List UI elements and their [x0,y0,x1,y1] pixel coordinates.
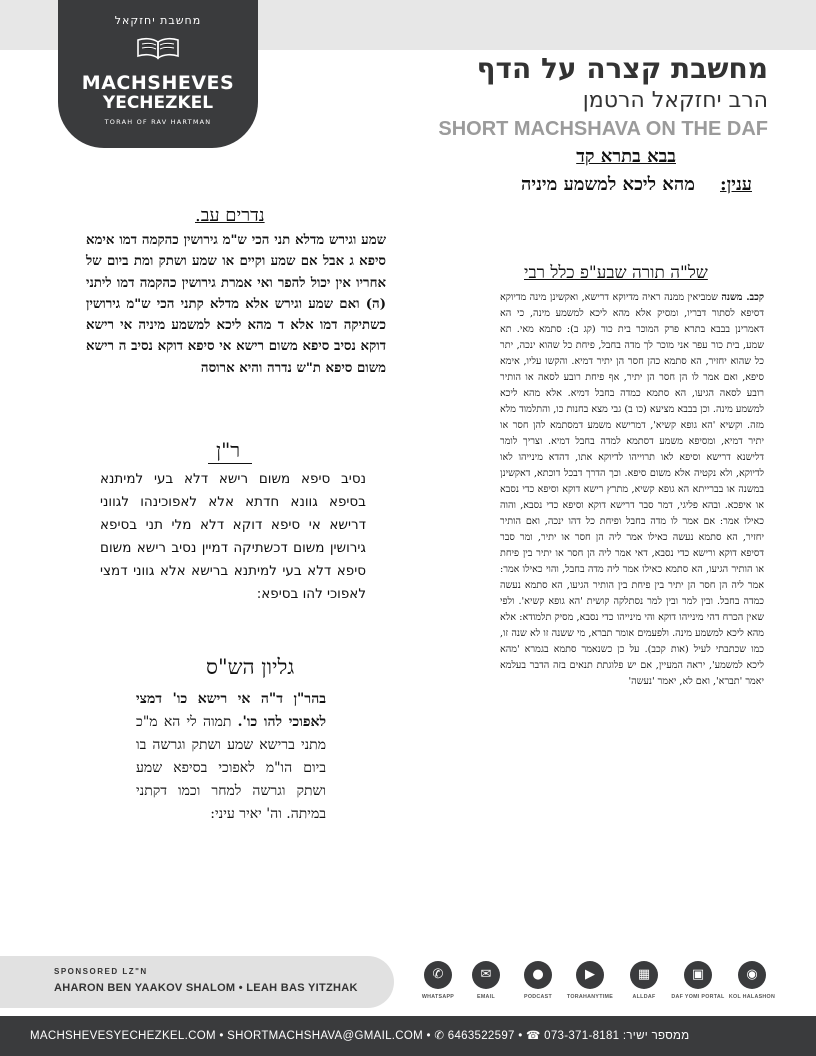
link-kolhalashon[interactable] [724,961,780,1000]
podcast-label: PODCAST [524,994,552,1000]
whatsapp-label: WHATSAPP [421,994,455,1000]
sponsor-banner [0,956,394,1008]
email-icon: ✉ [480,967,492,982]
gilyon-heading-text: בהר"ן ד"ה אי רישא כו' דמצי לאפוכי להו כו'. [136,691,327,730]
kolhalashon-icon: ◉ [746,967,758,982]
shelah-lead: קכב. משנה [721,292,764,303]
shelah-text [500,290,764,690]
topic-text: מהא ליכא למשמע מיניה [521,174,695,195]
logo-tagline: TORAH OF RAV HARTMAN [104,118,212,126]
logo-line-1: MACHSHEVES [81,72,235,94]
sponsor-label: SPONSORED LZ"N [54,967,148,976]
torahanytime-label: TORAHANYTIME [566,994,614,1000]
link-podcast[interactable] [510,961,566,1000]
ran-title-underline [208,463,252,464]
open-book-icon [136,32,180,62]
email-label: EMAIL [477,994,495,1000]
brand-logo [58,0,258,148]
link-torahanytime[interactable] [562,961,618,1000]
logo-hebrew-text: מחשבת יחזקאל [114,14,202,27]
author-name: הרב יחזקאל הרטמן [582,88,768,113]
kolhalashon-label: KOL HALASHON [728,994,776,1000]
alldaf-icon: ▦ [637,967,651,982]
topic-line [521,174,752,195]
logo-line-2: YECHEZKEL [102,93,214,113]
english-title: SHORT MACHSHAVA ON THE DAF [438,118,768,140]
ran-text: נסיב סיפא משום רישא דלא בעי למיתנא בסיפא גוונא חדתא אלא לאפוכינהו לגווני דרישא אי סיפא דוקא דלא מלי תני בסיפא גירושין משום דכשתיקה דמיין נסיב רישא משום סיפא דלא בעי למיתנא ברישא אלא גווני דמצי לאפוכי להו בסיפא: [100,471,366,602]
nedarim-title: נדרים עב. [195,205,265,226]
daf-reference: בבא בתרא קד [576,146,676,167]
page-title: מחשבת קצרה על הדף [476,52,768,85]
footer-contact: MACHSHEVESYECHEZKEL.COM • SHORTMACHSHAVA@GMAIL.COM • ✆ 6463522597 • ☎ 073-371-8181 :ממספר ישיר [30,1030,690,1042]
shelah-body-text: שמביאין ממנה ראיה מדיוקא דרישא, ואקשינן מינה מדיוקא דסיפא לסתור דבריו, ומסיק אלא מהא ליכא למשמע מינה, כי הא דאמרינן בבבא בתרא פרק המוכר בית כור (קג ב): סתמא מאי. תא שמע, בית כור עפר אני מוכר לך מדה בחבל, פיחת כל שהוא ינכה, יתר כל שהוא יחזיר, הא סתמא כהן חסר הן יתיר דמיא. והקשו עליו, אימא סיפא, ואם אמר לו הן חסר הן יתיר, אף פיחת רובע לסאה או הותיר רובע לסאה הגיעו, הא סתמא כמדה בחבל דמיא. אלא מהא ליכא למשמע מינה. וכן בבבא מציעא (כו ב) גבי מצא בחנות כו, והתלמוד מלא מזה. וקשיא 'הא גופא קשיא', דמרישא משמע דמסתמא להן חסר או יתיר דמיא, ומסיפא משמע דסתמא למדה בחבל דמיא. וצריך לומר דלישנא דרישא וסיפא לאו תרוייהו לדיוקא אתו, דהדא מינייהו לאו לדיוקא, ולא נקטיה אלא משום סיפא. וכך הדרך דבכל דוכתא, דאקשינן במשנה או בברייתא הא גופא קשיא, מתרץ רישא דוקא וסיפא כדי נסבא או איפכא. ובהא פליגי, דמר סבר דרישא דוקא וסיפא כדי נסבא, והוה כאילו אמר: אם אמר לו מדה בחבל ופיחת כל דהו ינכה, ואם הותיר יחזיר, הא סתמא נעשה כאילו אמר ליה הן חסר או יתיר, ומר סבר דסיפא דוקא ורישא כדי נסבא, דאי אמר ליה הן חסר או יתיר בין פיחת או הותיר הגיעו, הא סתמא כאילו אמר ליה מדה בחבל, והוי כאילו אמר: אמר ליה הן חסר הן יתיר בין פיחת בין הותיר הגיעו, הא סתמא נעשה כמדה בחבל. ובין למר ובין למר נסתלקה קושית 'הא גופא קשיא'. ולפי שאין הכרח דהי מינייהו דוקא והי מינייהו כדי נסבא, מסיק תלמודא: אלא מהא ליכא למשמע מינה. ולפעמים אומר תברא, מי ששנה זו לא שנה זו, כמו שכתבתי לעיל (אות קכב). על כן כשנאמר סתמא בגמרא 'מהא ליכא למשמע', יראה המעיין, אם יש פלוגתת תנאים בזה הדבר בעלמא יאמר 'תברא', ואם לא, יאמר 'נעשה' [500,292,764,687]
gilyon-body-text: תמוה לי הא מ"כ מתני ברישא שמע ושתק וגרשה בו ביום הו"מ לאפוכי בסיפא שמע ושתק וגרשה למחר וכמו דקתני במיתה. וה' יאיר עיני: [136,714,326,822]
whatsapp-icon: ✆ [432,967,444,982]
dafyomi-portal-label: DAF YOMI PORTAL [671,994,725,1000]
topic-label: ענין: [720,174,752,195]
footer-bar [0,1016,816,1056]
gilyon-title: גליון הש"ס [206,655,295,679]
podcast-icon: ● [532,967,544,982]
gilyon-text [136,688,326,826]
sponsor-names: AHARON BEN YAAKOV SHALOM • LEAH BAS YITZHAK [54,982,358,994]
alldaf-label: ALLDAF [632,994,656,1000]
media-links [410,961,780,1009]
dafyomi-portal-icon: ▣ [691,967,705,982]
shelah-title: של"ה תורה שבע"פ כלל רבי [524,263,708,283]
nedarim-text: שמע וגירש מדלא תני הכי ש"מ גירושין כהקמה דמו אימא סיפא ג אבל אם שמע וקיים או שמע ושתק ומת ביום של אחריו אין יכול להפר ואי אמרת גירושין כהקמה דמו ליתני (ה) ואם שמע וגירש אלא מדלא קתני הכי ש"מ גירושין כשתיקה דמו אלא ד מהא ליכא למשמע מיניה אי רישא דוקא נסיב סיפא משום רישא אי סיפא דוקא נסיב ה רישא משום סיפא ת"ש נדרה והיא ארוסה [86,233,386,376]
link-dafyomi-portal[interactable] [670,961,726,1000]
link-email[interactable] [458,961,514,1000]
torahanytime-icon: ▶ [585,967,595,982]
ran-title: ר"ן [216,438,241,462]
link-alldaf[interactable] [616,961,672,1000]
